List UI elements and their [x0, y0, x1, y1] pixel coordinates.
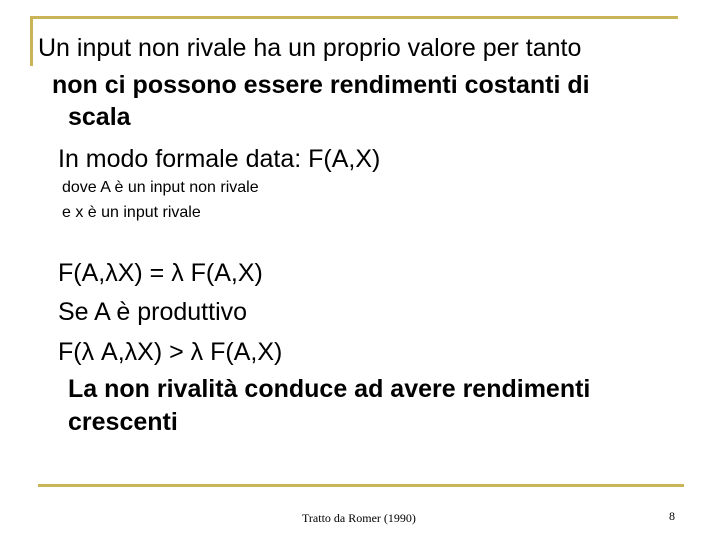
productive-condition: Se A è produttivo — [58, 298, 248, 326]
note-nonrival-input: dove A è un input non rivale — [62, 179, 259, 196]
left-rule — [30, 16, 33, 66]
page-number: 8 — [669, 509, 675, 523]
text-line-3: scala — [68, 103, 131, 131]
text-line-1: Un input non rivale ha un proprio valore per tanto — [38, 34, 582, 62]
formal-definition: In modo formale data: F(A,X) — [58, 145, 381, 173]
conclusion-line-2: crescenti — [68, 408, 178, 436]
equation-increasing-returns: F(λ A,λX) > λ F(A,X) — [58, 338, 283, 366]
bottom-rule — [38, 484, 684, 487]
top-rule — [30, 16, 678, 19]
conclusion-line-1: La non rivalità conduce ad avere rendimenti — [68, 375, 591, 403]
note-rival-input: e x è un input rivale — [62, 204, 201, 221]
equation-constant-returns: F(A,λX) = λ F(A,X) — [58, 259, 263, 287]
text-line-2: non ci possono essere rendimenti costanti di — [52, 71, 590, 99]
footer-source: Tratto da Romer (1990) — [302, 511, 416, 525]
